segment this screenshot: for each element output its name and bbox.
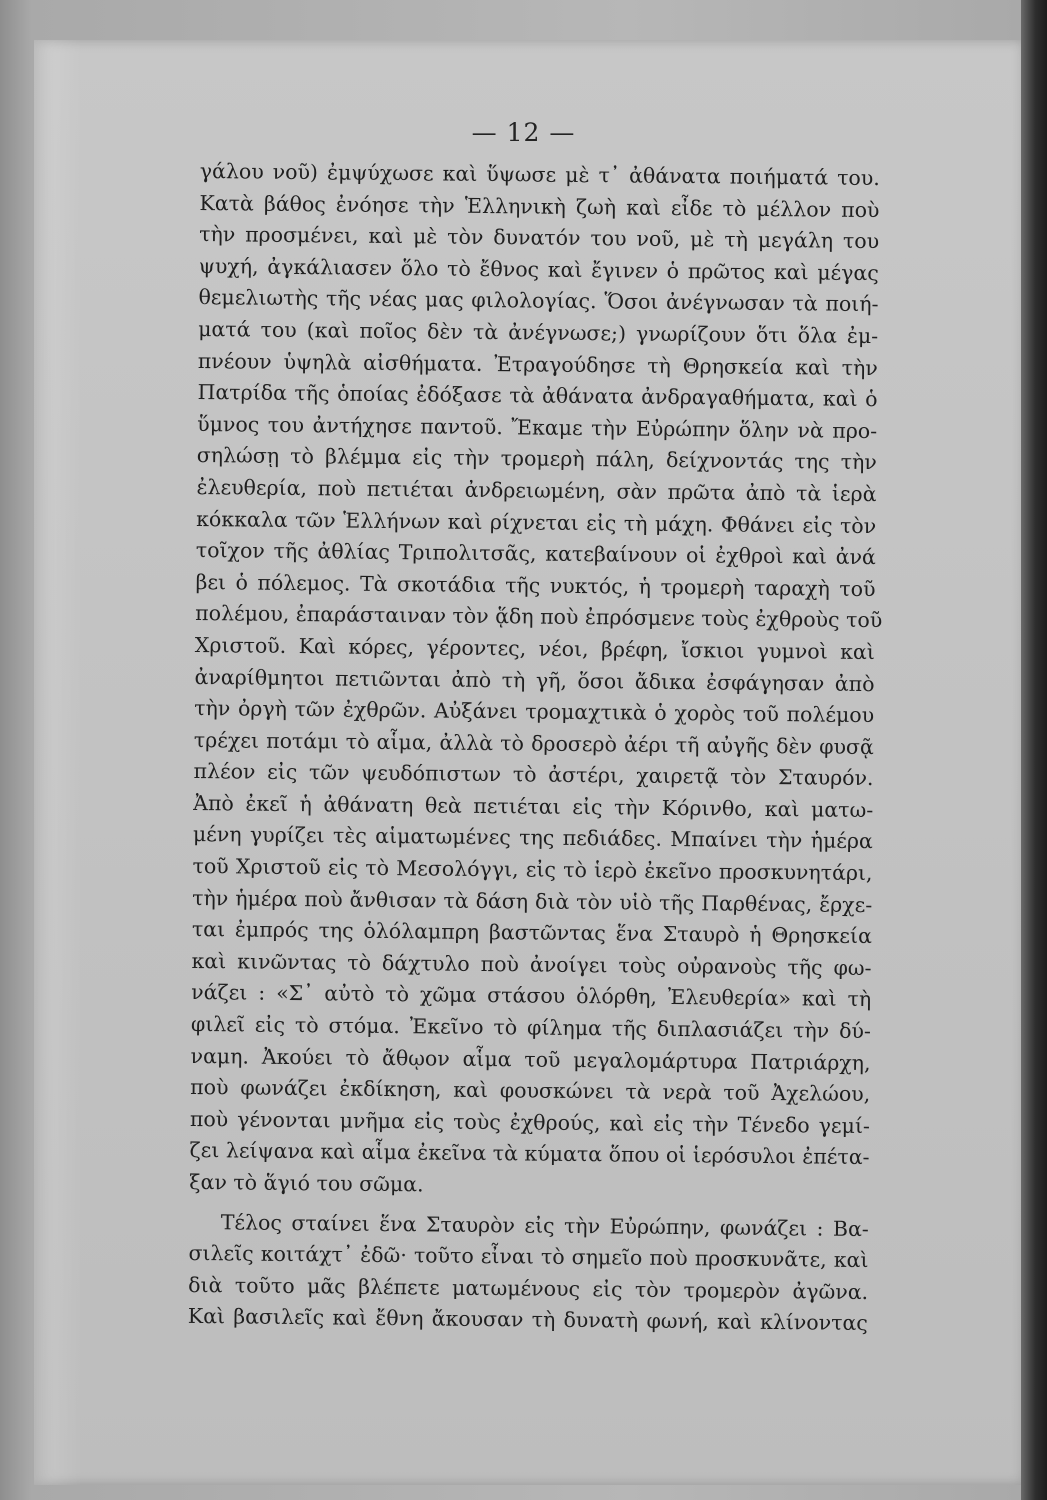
text-line: διὰ τοῦτο μᾶς βλέπετε ματωμένους εἰς τὸν τρομερὸν ἀγῶνα. [188, 1272, 869, 1304]
text-line: ἀναρίθμητοι πετιῶνται ἀπὸ τὴ γῆ, ὅσοι ἄδικα ἐσφάγησαν ἀπὸ [194, 664, 875, 696]
text-line: πλέον εἰς τῶν ψευδόπιστων τὸ ἀστέρι, χαιρετᾷ τὸν Σταυρόν. [193, 759, 874, 791]
text-line: τρέχει ποτάμι τὸ αἷμα, ἀλλὰ τὸ δροσερὸ ἀέρι τῆ αὐγῆς δὲν φυσᾷ [193, 727, 874, 759]
body-text [187, 156, 883, 1340]
text-line: ζει λείψανα καὶ αἷμα ἐκεῖνα τὰ κύματα ὅπου οἱ ἱερόσυλοι ἐπέτα- [189, 1138, 870, 1170]
text-line: τὴν προσμένει, καὶ μὲ τὸν δυνατόν του νοῦ, μὲ τὴ μεγάλη του [199, 222, 880, 254]
text-line: τοῦ Χριστοῦ εἰς τὸ Μεσολόγγι, εἰς τὸ ἱερὸ ἐκεῖνο προσκυνητάρι, [192, 854, 873, 886]
text-line: ψυχή, ἀγκάλιασεν ὅλο τὸ ἔθνος καὶ ἔγινεν ὁ πρῶτος καὶ μέγας [198, 253, 879, 285]
text-line: τὴν ἡμέρα ποὺ ἄνθισαν τὰ δάση διὰ τὸν υἱὸ τῆς Παρθένας, ἔρχε- [192, 885, 873, 917]
text-line: σιλεῖς κοιτάχτ᾽ ἐδῶ· τοῦτο εἶναι τὸ σημεῖο ποὺ προσκυνᾶτε, καὶ [188, 1241, 869, 1273]
text-line: ποὺ γένονται μνῆμα εἰς τοὺς ἐχθρούς, καὶ εἰς τὴν Τένεδο γεμί- [189, 1106, 871, 1138]
page-left-edge [34, 40, 82, 1485]
text-line: Πατρίδα τῆς ὁποίας ἐδόξασε τὰ ἀθάνατα ἀνδραγαθήματα, καὶ ὁ [197, 380, 878, 412]
text-line: πνέουν ὑψηλὰ αἰσθήματα. Ἐτραγούδησε τὴ Θρησκεία καὶ τὴν [197, 348, 878, 380]
text-line: ποὺ φωνάζει ἐκδίκηση, καὶ φουσκώνει τὰ νερὰ τοῦ Ἀχελώου, [190, 1075, 871, 1107]
book-spine [1021, 0, 1047, 1500]
text-line: κόκκαλα τῶν Ἑλλήνων καὶ ρίχνεται εἰς τὴ μάχη. Φθάνει εἰς τὸν [196, 506, 877, 538]
text-line: καὶ κινῶντας τὸ δάχτυλο ποὺ ἀνοίγει τοὺς οὐρανοὺς τῆς φω- [191, 948, 872, 980]
text-line: μένη γυρίζει τὲς αἱματωμένες της πεδιάδες. Μπαίνει τὴν ἡμέρα [192, 822, 873, 854]
text-line: Χριστοῦ. Καὶ κόρες, γέροντες, νέοι, βρέφη, ἴσκιοι γυμνοὶ καὶ [194, 632, 875, 664]
text-line: Καὶ βασιλεῖς καὶ ἔθνη ἄκουσαν τὴ δυνατὴ φωνή, καὶ κλίνοντας [187, 1304, 868, 1336]
text-line: νάζει : «Σ᾽ αὐτὸ τὸ χῶμα στάσου ὁλόρθη, Ἐλευθερία» καὶ τὴ [191, 980, 872, 1012]
text-line: τὴν ὀργὴ τῶν ἐχθρῶν. Αὐξάνει τρομαχτικὰ ὁ χορὸς τοῦ πολέμου [194, 696, 875, 728]
text-line: ὕμνος του ἀντήχησε παντοῦ. Ἔκαμε τὴν Εὐρώπην ὅλην νὰ προ- [197, 411, 878, 443]
text-line: φιλεῖ εἰς τὸ στόμα. Ἐκεῖνο τὸ φίλημα τῆς διπλασιάζει τὴν δύ- [190, 1011, 871, 1044]
page-number: — 12 — [471, 118, 576, 147]
text-line: Τέλος σταίνει ἕνα Σταυρὸν εἰς τὴν Εὐρώπην, φωνάζει : Βα- [220, 1209, 869, 1241]
text-line: ἐλευθερία, ποὺ πετιέται ἀνδρειωμένη, σὰν πρῶτα ἀπὸ τὰ ἱερὰ [196, 474, 877, 507]
text-line: βει ὁ πόλεμος. Τὰ σκοτάδια τῆς νυκτός, ἡ τρομερὴ ταραχὴ τοῦ [195, 569, 876, 601]
text-line: γάλου νοῦ) ἐμψύχωσε καὶ ὕψωσε μὲ τ᾽ ἀθάνατα ποιήματά του. [199, 158, 880, 191]
text-line: τοῖχον τῆς ἀθλίας Τριπολιτσᾶς, κατεβαίνουν οἱ ἐχθροὶ καὶ ἀνά [195, 538, 876, 570]
text-line: Κατὰ βάθος ἐνόησε τὴν Ἑλληνικὴ ζωὴ καὶ εἶδε τὸ μέλλον ποὺ [199, 190, 880, 222]
text-line: ξαν τὸ ἅγιό του σῶμα. [189, 1169, 424, 1197]
text-line: ματά του (καὶ ποῖος δὲν τὰ ἀνέγνωσε;) γνωρίζουν ὅτι ὅλα ἐμ- [198, 316, 879, 349]
text-line: ναμη. Ἀκούει τὸ ἄθῳον αἷμα τοῦ μεγαλομάρτυρα Πατριάρχη, [190, 1043, 871, 1075]
text-line: πολέμου, ἐπαράσταιναν τὸν ᾅδη ποὺ ἐπρόσμενε τοὺς ἐχθροὺς τοῦ [195, 601, 883, 633]
text-line: ται ἐμπρός της ὁλόλαμπρη βαστῶντας ἕνα Σταυρὸ ἡ Θρησκεία [191, 917, 872, 949]
text-line: Ἀπὸ ἐκεῖ ἡ ἀθάνατη θεὰ πετιέται εἰς τὴν Κόρινθο, καὶ ματω- [193, 790, 874, 822]
text-line: σηλώσῃ τὸ βλέμμα εἰς τὴν τρομερὴ πάλη, δείχνοντάς της τὴν [196, 443, 877, 475]
text-line: θεμελιωτὴς τῆς νέας μας φιλολογίας. Ὅσοι ἀνέγνωσαν τὰ ποιή- [198, 285, 879, 317]
